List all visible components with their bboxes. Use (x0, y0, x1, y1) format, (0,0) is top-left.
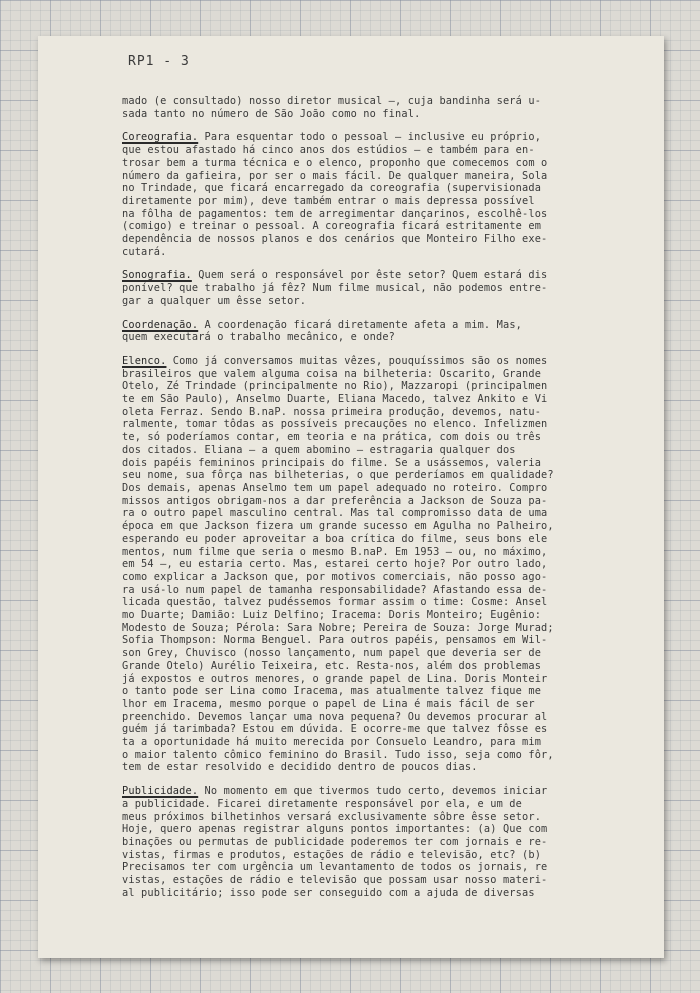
line-text: vistas, estações de rádio e televisão que possam usar nosso materi- (122, 874, 548, 887)
text-line (122, 331, 650, 344)
text-line (122, 546, 650, 559)
text-line (122, 584, 650, 597)
document-body (122, 95, 650, 899)
text-line (122, 849, 650, 862)
text-line (122, 233, 650, 246)
line-text: dependência de nossos planos e dos cenários que Monteiro Filho exe- (122, 233, 548, 246)
line-text: que estou afastado há cinco anos dos estúdios — e também para en- (122, 144, 535, 157)
page-number: RP1 - 3 (128, 54, 190, 69)
text-line (122, 622, 650, 635)
line-text: missos antigos obrigam-nos a dar preferência a Jackson de Souza pa- (122, 494, 548, 507)
text-line (122, 507, 650, 520)
line-text: o tanto pode ser Lina como Iracema, mas atualmente talvez fique me (122, 685, 542, 698)
line-text: al publicitário; isso pode ser conseguido com a ajuda de diversas (122, 886, 535, 899)
line-text: ra usá-lo num papel de tamanha responsabilidade? Afastando essa de- (122, 583, 548, 596)
text-line (122, 144, 650, 157)
line-text: No momento em que tivermos tudo certo, devemos iniciar (198, 785, 548, 798)
section-heading: Publicidade. (122, 785, 199, 798)
text-line (122, 874, 650, 887)
text-line (122, 887, 650, 900)
line-text: número da gafieira, por ser o mais fácil. De qualquer maneira, Sola (122, 169, 548, 182)
line-text: época em que Jackson fizera um grande sucesso em Agulha no Palheiro, (122, 520, 554, 533)
text-line (122, 836, 650, 849)
line-text: diretamente por mim), deve também entrar o mais depressa possível (122, 194, 535, 207)
line-text: no Trindade, que ficará encarregado da coreografia (supervisionada (122, 182, 542, 195)
line-text: te, só poderíamos contar, em teoria e na prática, com dois ou três (122, 431, 542, 444)
line-text: ponível? que trabalho já fêz? Num filme musical, não podemos entre- (122, 282, 548, 295)
text-line (122, 182, 650, 195)
text-line (122, 457, 650, 470)
line-text: brasileiros que valem alguma coisa na bilheteria: Oscarito, Grande (122, 367, 542, 380)
line-text: sada tanto no número de São João como no final. (122, 107, 421, 120)
line-text: mentos, num filme que seria o mesmo B.naP. Em 1953 — ou, no máximo, (122, 545, 548, 558)
line-text: na fôlha de pagamentos: tem de arregimentar dançarinos, escolhê-los (122, 207, 548, 220)
text-line (122, 269, 650, 282)
line-text: binações ou permutas de publicidade poderemos ter com jornais e re- (122, 835, 548, 848)
line-text: dois papéis femininos principais do filme. Se a usássemos, valeria (122, 456, 542, 469)
line-text: ra o outro papel masculino central. Mas tal compromisso data de uma (122, 507, 548, 520)
line-text: seu nome, sua fôrça nas bilheterias, o que perderíamos em qualidade? (122, 469, 554, 482)
text-line (122, 108, 650, 121)
text-line (122, 208, 650, 221)
text-line (122, 660, 650, 673)
text-line (122, 295, 650, 308)
text-line (122, 393, 650, 406)
text-line (122, 131, 650, 144)
line-text: Dos demais, apenas Anselmo tem um papel adequado no roteiro. Compro (122, 481, 548, 494)
line-text: vistas, firmas e produtos, estações de rádio e televisão, etc? (b) (122, 848, 542, 861)
text-line (122, 533, 650, 546)
line-text: Modesto de Souza; Pérola: Sara Nobre; Pereira de Souza: Jorge Murad; (122, 621, 554, 634)
line-text: lhor em Iracema, mesmo porque o papel de Lina é mais fácil de ser (122, 697, 535, 710)
text-line (122, 647, 650, 660)
text-line (122, 469, 650, 482)
text-line (122, 355, 650, 368)
line-text: a publicidade. Ficarei diretamente responsável por ela, e um de (122, 797, 523, 810)
line-text: quem executará o trabalho mecânico, e onde? (122, 331, 396, 344)
paragraph (122, 131, 650, 258)
text-line (122, 723, 650, 736)
text-line (122, 170, 650, 183)
line-text: Hoje, quero apenas registrar alguns pontos importantes: (a) Que com (122, 823, 548, 836)
line-text: oleta Ferraz. Sendo B.naP. nossa primeira produção, devemos, natu- (122, 405, 542, 418)
text-line (122, 673, 650, 686)
text-line (122, 861, 650, 874)
section-heading: Sonografia. (122, 269, 192, 282)
line-text: mado (e consultado) nosso diretor musical —, cuja bandinha será u- (122, 95, 542, 107)
paragraph (122, 785, 650, 899)
text-line (122, 282, 650, 295)
line-text: Precisamos ter com urgência um levantamento de todos os jornais, re (122, 861, 548, 874)
text-line (122, 749, 650, 762)
line-text: tem de estar resolvido e decidido dentro de poucos dias. (122, 761, 478, 774)
text-line (122, 761, 650, 774)
line-text: o maior talento cômico feminino do Brasil. Tudo isso, seja como fôr, (122, 748, 554, 761)
line-text: mo Duarte; Damião: Luiz Delfino; Iracema: Doris Monteiro; Eugênio: (122, 609, 542, 622)
text-line (122, 418, 650, 431)
text-line (122, 698, 650, 711)
text-line (122, 736, 650, 749)
text-line (122, 482, 650, 495)
text-line (122, 95, 650, 108)
text-line (122, 811, 650, 824)
text-line (122, 520, 650, 533)
text-line (122, 558, 650, 571)
text-line (122, 685, 650, 698)
text-line (122, 785, 650, 798)
text-line (122, 368, 650, 381)
section-heading: Coordenação. (122, 318, 199, 331)
text-line (122, 319, 650, 332)
text-line (122, 220, 650, 233)
text-line (122, 157, 650, 170)
line-text: gar a qualquer um êsse setor. (122, 294, 307, 307)
line-text: Quem será o responsável por êste setor? Quem estará dis (191, 269, 548, 282)
paragraph (122, 95, 650, 120)
text-line (122, 406, 650, 419)
paragraph (122, 319, 650, 344)
text-line (122, 444, 650, 457)
line-text: ralmente, tomar tôdas as possíveis precauções no elenco. Infelizmen (122, 418, 548, 431)
text-line (122, 380, 650, 393)
typewritten-page (38, 36, 664, 958)
line-text: Otelo, Zé Trindade (principalmente no Rio), Mazzaropi (principalmen (122, 380, 548, 393)
line-text: Grande Otelo) Aurélio Teixeira, etc. Resta-nos, além dos problemas (122, 659, 542, 672)
line-text: em 54 —, eu estaria certo. Mas, estarei certo hoje? Por outro lado, (122, 558, 548, 571)
line-text: esperando eu poder aproveitar a boa crítica do filme, seus bons ele (122, 532, 548, 545)
line-text: te em São Paulo), Anselmo Duarte, Eliana Macedo, talvez Ankito e Vi (122, 393, 548, 406)
text-line (122, 495, 650, 508)
line-text: como explicar a Jackson que, por motivos comerciais, não posso ago- (122, 570, 548, 583)
paragraph (122, 355, 650, 774)
text-line (122, 246, 650, 259)
line-text: (comigo) e treinar o pessoal. A coreografia ficará estritamente em (122, 220, 542, 233)
paragraph (122, 269, 650, 307)
text-line (122, 609, 650, 622)
text-line (122, 596, 650, 609)
line-text: ta a oportunidade há muito merecida por Consuelo Leandro, para mim (122, 736, 542, 749)
line-text: dos citados. Eliana — a quem abomino — estragaria qualquer dos (122, 443, 516, 456)
text-line (122, 711, 650, 724)
text-line (122, 634, 650, 647)
text-line (122, 823, 650, 836)
text-line (122, 798, 650, 811)
line-text: Como já conversamos muitas vêzes, pouquíssimos são os nomes (166, 354, 548, 367)
line-text: Sofia Thompson: Norma Benguel. Para outros papéis, pensamos em Wil- (122, 634, 548, 647)
text-line (122, 195, 650, 208)
line-text: A coordenação ficará diretamente afeta a mim. Mas, (198, 318, 523, 331)
line-text: meus próximos bilhetinhos versará exclusivamente sôbre êsse setor. (122, 810, 542, 823)
section-heading: Elenco. (122, 354, 167, 367)
text-line (122, 571, 650, 584)
line-text: guém já tarimbada? Estou em dúvida. E ocorre-me que talvez fôsse es (122, 723, 548, 736)
line-text: trosar bem a turma técnica e o elenco, proponho que comecemos com o (122, 156, 548, 169)
text-line (122, 431, 650, 444)
section-heading: Coreografia. (122, 131, 199, 144)
line-text: Para esquentar todo o pessoal — inclusive eu próprio, (198, 131, 542, 144)
line-text: licada questão, talvez pudéssemos formar assim o time: Cosme: Ansel (122, 596, 548, 609)
line-text: preenchido. Devemos lançar uma nova pequena? Ou devemos procurar al (122, 710, 548, 723)
line-text: já expostos e outros menores, o grande papel de Lina. Doris Monteir (122, 672, 548, 685)
line-text: cutará. (122, 245, 167, 258)
line-text: son Grey, Chuvisco (nosso lançamento, num papel que deveria ser de (122, 647, 542, 660)
